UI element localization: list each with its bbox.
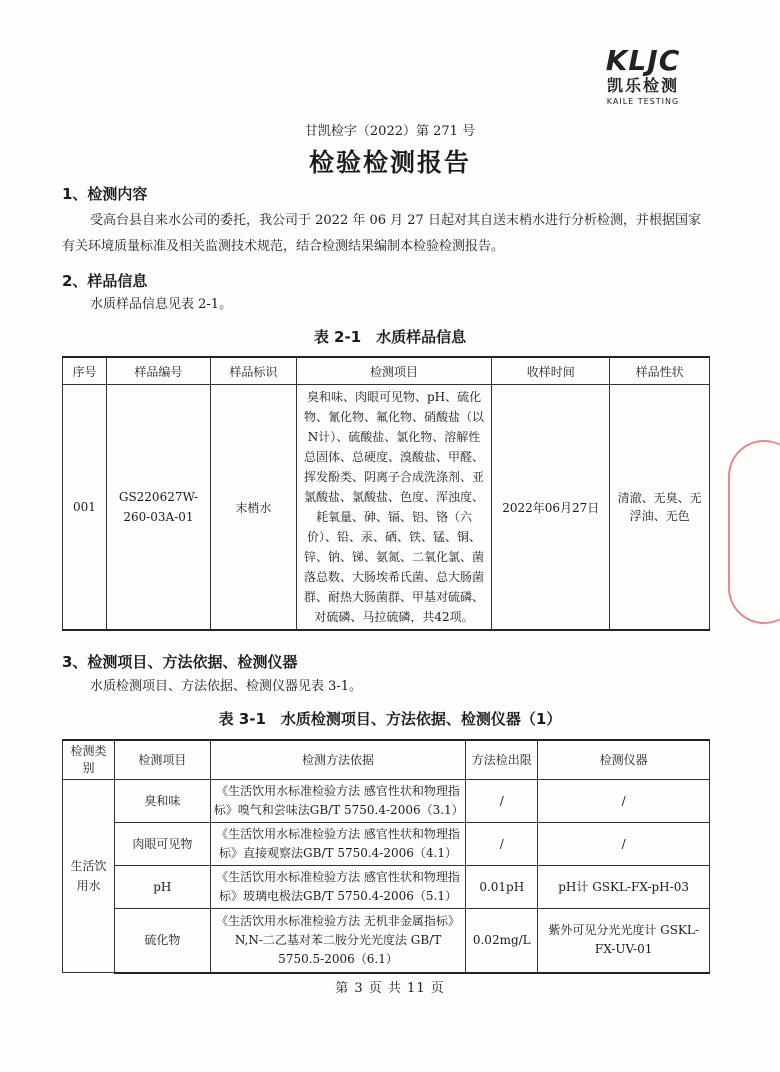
item-cell: 硫化物 xyxy=(114,909,210,973)
table-row xyxy=(63,866,710,909)
label-cell: 末梢水 xyxy=(210,385,296,631)
state-cell: 清澈、无臭、无浮油、无色 xyxy=(610,385,710,631)
section3-paragraph: 水质检测项目、方法依据、检测仪器见表 3-1。 xyxy=(90,679,363,694)
section3-heading: 3、检测项目、方法依据、检测仪器 xyxy=(62,653,298,671)
limit-cell: 0.02mg/L xyxy=(466,909,538,973)
method-cell: 《生活饮用水标准检验方法 无机非金属指标》N,N-二乙基对苯二胺分光光度法 GB/T 5750.5-2006（6.1） xyxy=(210,909,466,973)
table-row xyxy=(63,385,710,631)
company-logo xyxy=(598,46,688,120)
method-table xyxy=(62,739,710,974)
section1-heading: 1、检测内容 xyxy=(62,185,148,203)
seq-cell: 001 xyxy=(63,385,107,631)
instrument-cell: / xyxy=(538,823,710,866)
limit-cell: / xyxy=(466,823,538,866)
header-cell: 收样时间 xyxy=(492,357,610,385)
item-cell: 臭和味 xyxy=(114,780,210,823)
item-cell: 肉眼可见物 xyxy=(114,823,210,866)
header-cell: 序号 xyxy=(63,357,107,385)
header-cell: 检测类别 xyxy=(63,740,115,780)
table-row xyxy=(63,909,710,973)
limit-cell: 0.01pH xyxy=(466,866,538,909)
method-cell: 《生活饮用水标准检验方法 感官性状和物理指标》嗅气和尝味法GB/T 5750.4-2006（3.1） xyxy=(210,780,466,823)
header-cell: 样品编号 xyxy=(106,357,210,385)
header-cell: 检测仪器 xyxy=(538,740,710,780)
header-cell: 检测项目 xyxy=(114,740,210,780)
page-footer: 第 3 页 共 11 页 xyxy=(335,981,445,996)
item-cell: pH xyxy=(114,866,210,909)
section2-heading: 2、样品信息 xyxy=(62,272,148,290)
table-row xyxy=(63,780,710,823)
section1-paragraph: 受高台县自来水公司的委托，我公司于 2022 年 06 月 27 日起对其自送末梢水进行分析检测，并根据国家有关环境质量标准及相关监测技术规范，结合检测结果编制本检验检测报告。 xyxy=(62,213,701,254)
section2-paragraph: 水质样品信息见表 2-1。 xyxy=(90,297,233,312)
instrument-cell: / xyxy=(538,780,710,823)
table1-caption: 表 2-1 水质样品信息 xyxy=(313,328,467,346)
received-cell: 2022年06月27日 xyxy=(492,385,610,631)
section1-text xyxy=(62,208,702,260)
items-cell: 臭和味、肉眼可见物、pH、硫化物、氰化物、氟化物、硝酸盐（以N计）、硫酸盐、氯化物、溶解性总固体、总硬度、溴酸盐、甲醛、挥发酚类、阴离子合成洗涤剂、亚氯酸盐、氯酸盐、色度、浑浊度、耗氧量、砷、镉、铝、铬（六价）、铅、汞、硒、铁、锰、铜、锌、钠、锑、氨氮、二氧化氯、菌落总数、大肠埃希氏菌、总大肠菌群、耐热大肠菌群、甲基对硫磷、对硫磷、马拉硫磷，共42项。 xyxy=(296,385,492,631)
logo-mark: KLJC xyxy=(605,44,681,77)
instrument-cell: pH计 GSKL-FX-pH-03 xyxy=(538,866,710,909)
limit-cell: / xyxy=(466,780,538,823)
instrument-cell: 紫外可见分光光度计 GSKL-FX-UV-01 xyxy=(538,909,710,973)
table2-caption: 表 3-1 水质检测项目、方法依据、检测仪器（1） xyxy=(218,710,562,728)
section2-text xyxy=(62,292,702,318)
method-cell: 《生活饮用水标准检验方法 感官性状和物理指标》直接观察法GB/T 5750.4-2006（4.1） xyxy=(210,823,466,866)
table-row xyxy=(63,823,710,866)
table-header-row xyxy=(63,357,710,385)
section3-text xyxy=(62,674,702,700)
header-cell: 样品性状 xyxy=(610,357,710,385)
header-cell: 方法检出限 xyxy=(466,740,538,780)
report-title: 检验检测报告 xyxy=(308,148,471,177)
logo-chinese-name: 凯乐检测 xyxy=(606,76,679,95)
red-stamp xyxy=(728,440,780,624)
logo-english-name: KAILE TESTING xyxy=(606,97,680,106)
header-cell: 样品标识 xyxy=(210,357,296,385)
method-cell: 《生活饮用水标准检验方法 感官性状和物理指标》玻璃电极法GB/T 5750.4-2006（5.1） xyxy=(210,866,466,909)
table-header-row xyxy=(63,740,710,780)
sample-no-cell: GS220627W-260-03A-01 xyxy=(106,385,210,631)
document-number: 甘凯检字（2022）第 271 号 xyxy=(304,124,476,139)
header-cell: 检测项目 xyxy=(296,357,492,385)
category-cell: 生活饮用水 xyxy=(63,780,115,973)
sample-info-table xyxy=(62,356,710,631)
header-cell: 检测方法依据 xyxy=(210,740,466,780)
